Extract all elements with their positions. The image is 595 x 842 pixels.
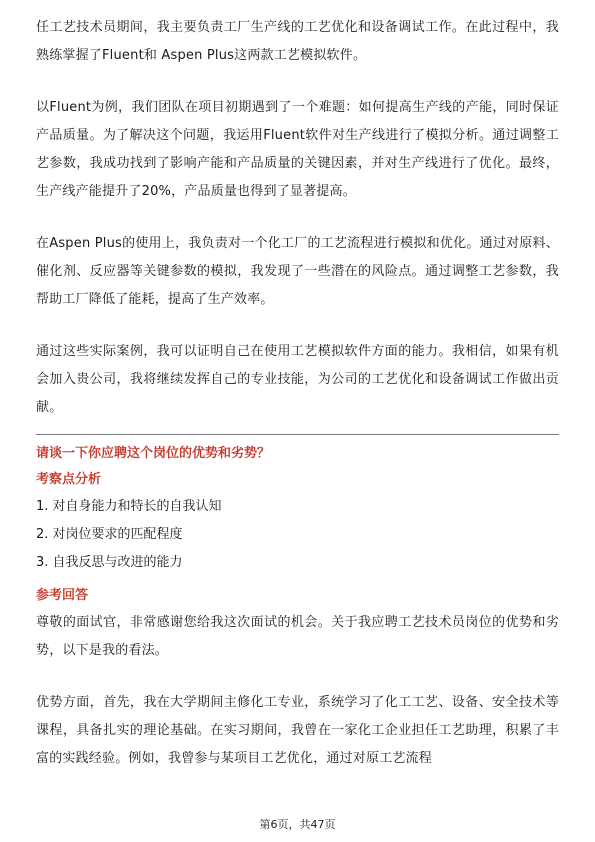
body-paragraph: 在Aspen Plus的使用上，我负责对一个化工厂的工艺流程进行模拟和优化。通过对原料、催化剂、反应器等关键参数的模拟，我发现了一些潜在的风险点。通过调整工艺参数，我帮助工厂降低了能耗，提高了生产效率。 <box>36 236 559 307</box>
interview-question: 请谈一下你应聘这个岗位的优势和劣势？ <box>36 446 271 461</box>
list-item: 2. 对岗位要求的匹配程度 <box>36 527 183 542</box>
paragraph-gap <box>36 70 559 94</box>
answer-paragraph: 尊敬的面试官，非常感谢您给我这次面试的机会。关于我应聘工艺技术员岗位的优势和劣势，以下是我的看法。 <box>36 615 559 658</box>
paragraph-gap <box>36 314 559 338</box>
body-paragraph: 任工艺技术员期间，我主要负责工厂生产线的工艺优化和设备调试工作。在此过程中，我熟练掌握了Fluent和 Aspen Plus这两款工艺模拟软件。 <box>36 20 559 63</box>
section-divider <box>36 434 559 435</box>
page-content <box>36 14 559 773</box>
answer-title: 参考回答 <box>36 588 89 603</box>
paragraph-gap <box>36 206 559 230</box>
body-paragraph: 通过这些实际案例，我可以证明自己在使用工艺模拟软件方面的能力。我相信，如果有机会加入贵公司，我将继续发挥自己的专业技能，为公司的工艺优化和设备调试工作做出贡献。 <box>36 344 559 415</box>
page-number-footer: 第6页，共47页 <box>259 818 336 831</box>
list-item: 3. 自我反思与改进的能力 <box>36 555 183 570</box>
analysis-title: 考察点分析 <box>36 472 102 487</box>
answer-paragraph: 优势方面，首先，我在大学期间主修化工专业，系统学习了化工工艺、设备、安全技术等课程，具备扎实的理论基础。在实习期间，我曾在一家化工企业担任工艺助理，积累了丰富的实践经验。例如，我曾参与某项目工艺优化，通过对原工艺流程 <box>36 695 559 766</box>
paragraph-gap <box>36 665 559 689</box>
list-item: 1. 对自身能力和特长的自我认知 <box>36 499 222 514</box>
analysis-list <box>36 493 559 577</box>
body-paragraph: 以Fluent为例，我们团队在项目初期遇到了一个难题：如何提高生产线的产能，同时保证产品质量。为了解决这个问题，我运用Fluent软件对生产线进行了模拟分析。通过调整工艺参数，我成功找到了影响产能和产品质量的关键因素，并对生产线进行了优化。最终，生产线产能提升了20%，产品质量也得到了显著提高。 <box>36 100 559 199</box>
